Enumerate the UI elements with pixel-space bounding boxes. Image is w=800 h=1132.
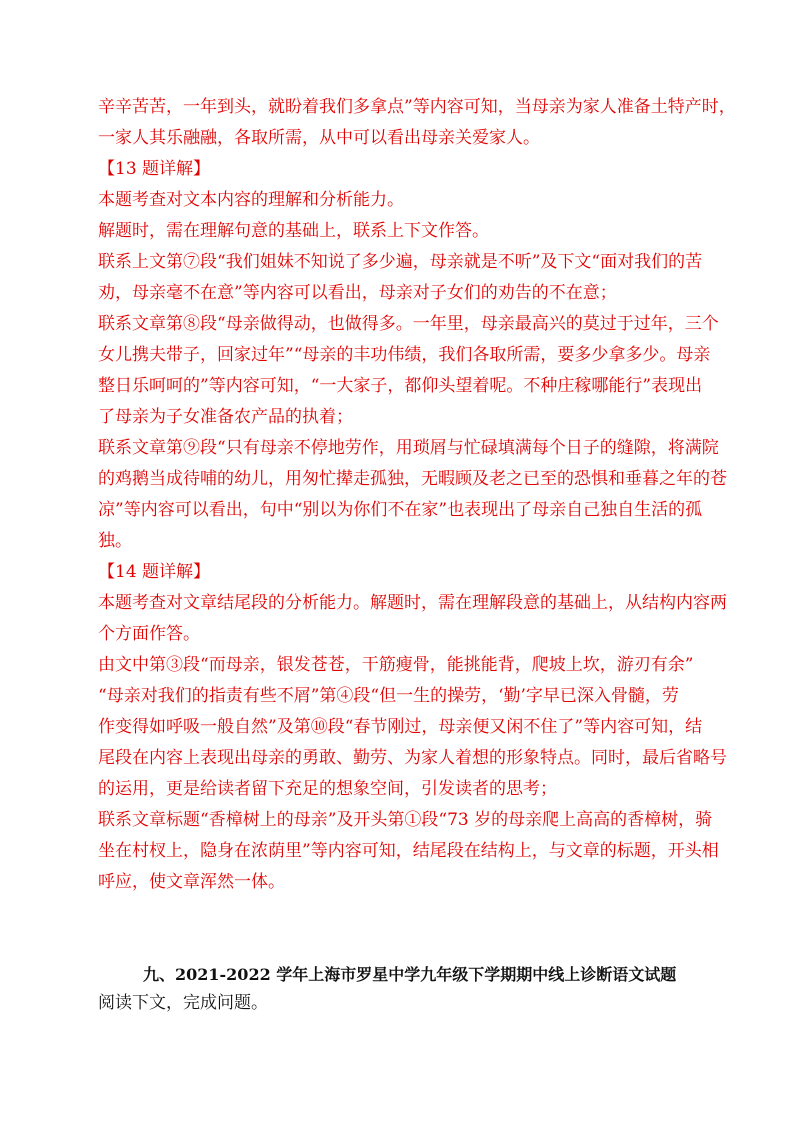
- question-title: 九、2021-2022 学年上海市罗星中学九年级下学期期中线上诊断语文试题: [143, 965, 677, 984]
- answer-line: 尾段在内容上表现出母亲的勇敢、勤劳、为家人着想的形象特点。同时，最后省略号: [98, 748, 727, 768]
- answer-line: 本题考查对文本内容的理解和分析能力。: [98, 190, 404, 210]
- answer-line: 联系文章第⑨段“只有母亲不停地劳作，用琐屑与忙碌填满每个日子的缝隙，将满院: [98, 438, 719, 458]
- answer-line: 由文中第③段“而母亲，银发苍苍，干筋瘦骨，能挑能背，爬坡上坎，游刃有余”: [98, 655, 694, 675]
- answer-line: “母亲对我们的指责有些不屑”第④段“但一生的操劳，‘勤’字早已深入骨髓，劳: [98, 686, 679, 706]
- answer-line: 的运用，更是给读者留下充足的想象空间，引发读者的思考；: [98, 779, 557, 799]
- answer-line: 解题时，需在理解句意的基础上，联系上下文作答。: [98, 221, 489, 241]
- answer-line: 整日乐呵呵的”等内容可知，“一大家子，都仰头望着呢。不种庄稼哪能行”表现出: [98, 376, 703, 396]
- answer-line: 坐在村杈上，隐身在浓荫里”等内容可知，结尾段在结构上，与文章的标题，开头相: [98, 841, 719, 861]
- answer-line: 联系上文第⑦段“我们姐妹不知说了多少遍，母亲就是不听”及下文“面对我们的苦: [98, 252, 703, 272]
- answer-line: 独。: [98, 531, 132, 551]
- answer-line: 联系文章标题“香樟树上的母亲”及开头第①段“73 岁的母亲爬上高高的香樟树，骑: [98, 810, 713, 830]
- section-heading-14: 【14 题详解】: [98, 562, 211, 582]
- answer-line: 劝，母亲毫不在意”等内容可以看出，母亲对子女们的劝告的不在意；: [98, 283, 617, 303]
- answer-line: 辛辛苦苦，一年到头，就盼着我们多拿点”等内容可知，当母亲为家人准备土特产时，: [98, 97, 736, 117]
- answer-line: 的鸡鹅当成待哺的幼儿，用匆忙撵走孤独，无暇顾及老之已至的恐惧和垂暮之年的苍: [98, 469, 727, 489]
- question-instruction: 阅读下文，完成问题。: [98, 993, 268, 1013]
- answer-line: 联系文章第⑧段“母亲做得动，也做得多。一年里，母亲最高兴的莫过于过年，三个: [98, 314, 719, 334]
- answer-line: 了母亲为子女准备农产品的执着；: [98, 407, 353, 427]
- answer-line: 呼应，使文章浑然一体。: [98, 872, 285, 892]
- answer-line: 作变得如呼吸一般自然”及第⑩段“春节刚过，母亲便又闲不住了”等内容可知，结: [98, 717, 703, 737]
- answer-line: 一家人其乐融融，各取所需，从中可以看出母亲关爱家人。: [98, 128, 540, 148]
- answer-line: 本题考查对文章结尾段的分析能力。解题时，需在理解段意的基础上，从结构内容两: [98, 593, 727, 613]
- section-heading-13: 【13 题详解】: [98, 159, 211, 179]
- answer-line: 凉”等内容可以看出，句中“别以为你们不在家”也表现出了母亲自己独自生活的孤: [98, 500, 703, 520]
- answer-line: 个方面作答。: [98, 624, 200, 644]
- answer-line: 女儿携夫带子，回家过年”“母亲的丰功伟绩，我们各取所需，要多少拿多少。母亲: [98, 345, 711, 365]
- answer-explanation-block: [98, 92, 736, 898]
